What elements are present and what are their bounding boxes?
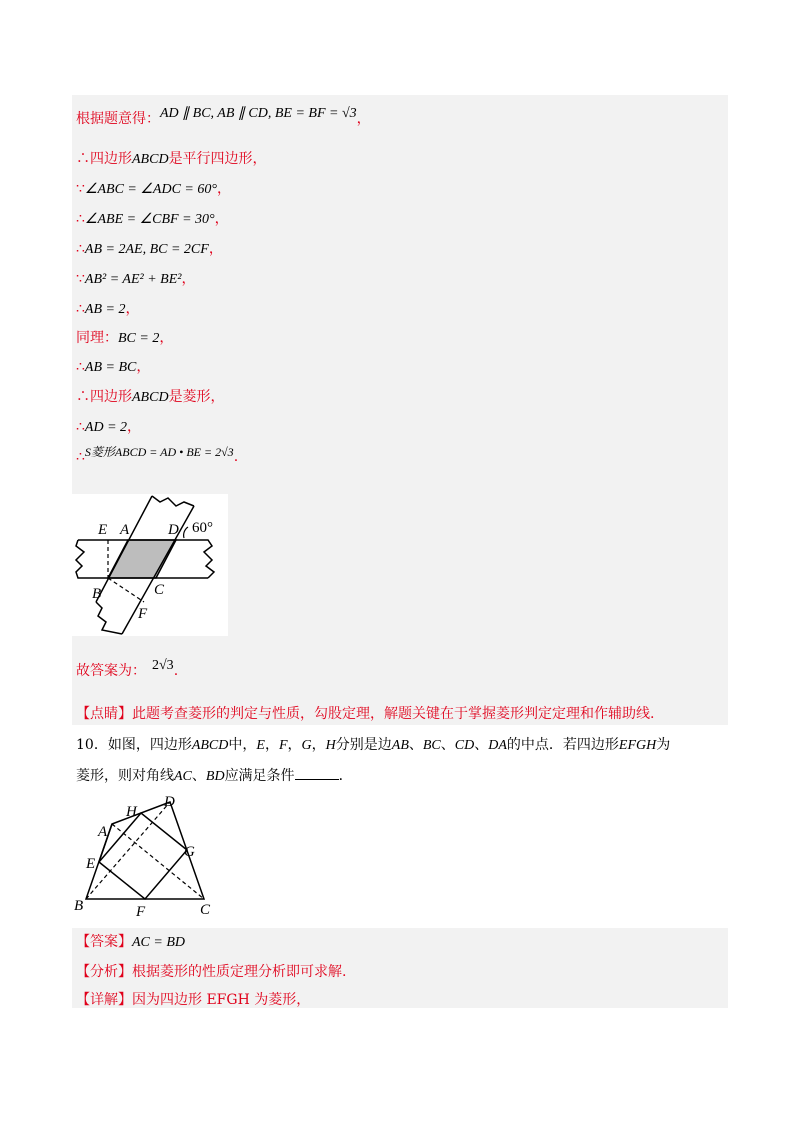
fig2-label-a: A (98, 824, 108, 840)
solution-line-7: ∴AB = 2， (76, 301, 140, 317)
figure-quadrilateral-efgh (72, 792, 220, 920)
solution-line-8: 同理：BC = 2， (76, 330, 174, 346)
fig2-label-g: G (184, 844, 195, 860)
fig1-label-d: D (168, 522, 179, 538)
fig1-label-f: F (138, 606, 148, 622)
fig2-label-h: H (126, 804, 137, 820)
analysis-text: 根据菱形的性质定理分析即可求解. (132, 964, 347, 980)
detail-text: 因为四边形 EFGH 为菱形， (132, 992, 311, 1008)
figure-strips-rhombus (72, 494, 228, 636)
fig2-label-b: B (74, 898, 84, 914)
solution-line-3: ∵∠ABC = ∠ADC = 60°， (76, 181, 231, 197)
fig1-label-e: E (98, 522, 108, 538)
fig1-label-angle: 60° (192, 520, 213, 536)
solution-line-6: ∵AB² = AE² + BE²， (76, 271, 196, 287)
fig2-label-c: C (200, 902, 211, 918)
detail-tag: 【详解】 (76, 992, 132, 1008)
question-line-1: 10．如图，四边形ABCD中，E，F，G，H分别是边AB、BC、CD、DA的中点．若四边形EFGH为 (76, 737, 671, 753)
solution-line-2: ∴四边形ABCD是平行四边形， (76, 151, 267, 167)
comment-text: 此题考查菱形的判定与性质，勾股定理，解题关键在于掌握菱形判定定理和作辅助线. (132, 706, 655, 722)
answer-blank (295, 767, 339, 780)
comment-line (76, 703, 654, 723)
final-answer-line: 故答案为： 2√3. (76, 658, 179, 679)
fig1-label-a: A (120, 522, 130, 538)
question-line-2: 菱形，则对角线AC、BD应满足条件 ． (76, 768, 353, 784)
fig2-label-e: E (86, 856, 96, 872)
fig1-label-b: B (92, 586, 102, 602)
solution-line-12: ∴S菱形ABCD = AD • BE = 2√3. (76, 445, 239, 465)
solution-line-4: ∴∠ABE = ∠CBF = 30°， (76, 211, 229, 227)
solution-line-1: 根据题意得：AD ∥ BC, AB ∥ CD, BE = BF = √3， (76, 106, 371, 127)
analysis-line (76, 961, 346, 981)
answer-line (76, 931, 185, 951)
solution-line-9: ∴AB = BC， (76, 359, 151, 375)
detail-line (76, 989, 310, 1009)
answer-tag: 【答案】 (76, 934, 132, 950)
fig2-label-f: F (136, 904, 146, 920)
fig1-label-c: C (154, 582, 165, 598)
analysis-tag: 【分析】 (76, 964, 132, 980)
answer-math: AC = BD (132, 935, 185, 950)
fig2-label-d: D (164, 794, 175, 810)
solution-line-5: ∴AB = 2AE, BC = 2CF， (76, 241, 223, 257)
comment-tag: 【点睛】 (76, 706, 132, 722)
solution-line-11: ∴AD = 2， (76, 419, 142, 435)
solution-line-10: ∴四边形ABCD是菱形， (76, 389, 225, 405)
